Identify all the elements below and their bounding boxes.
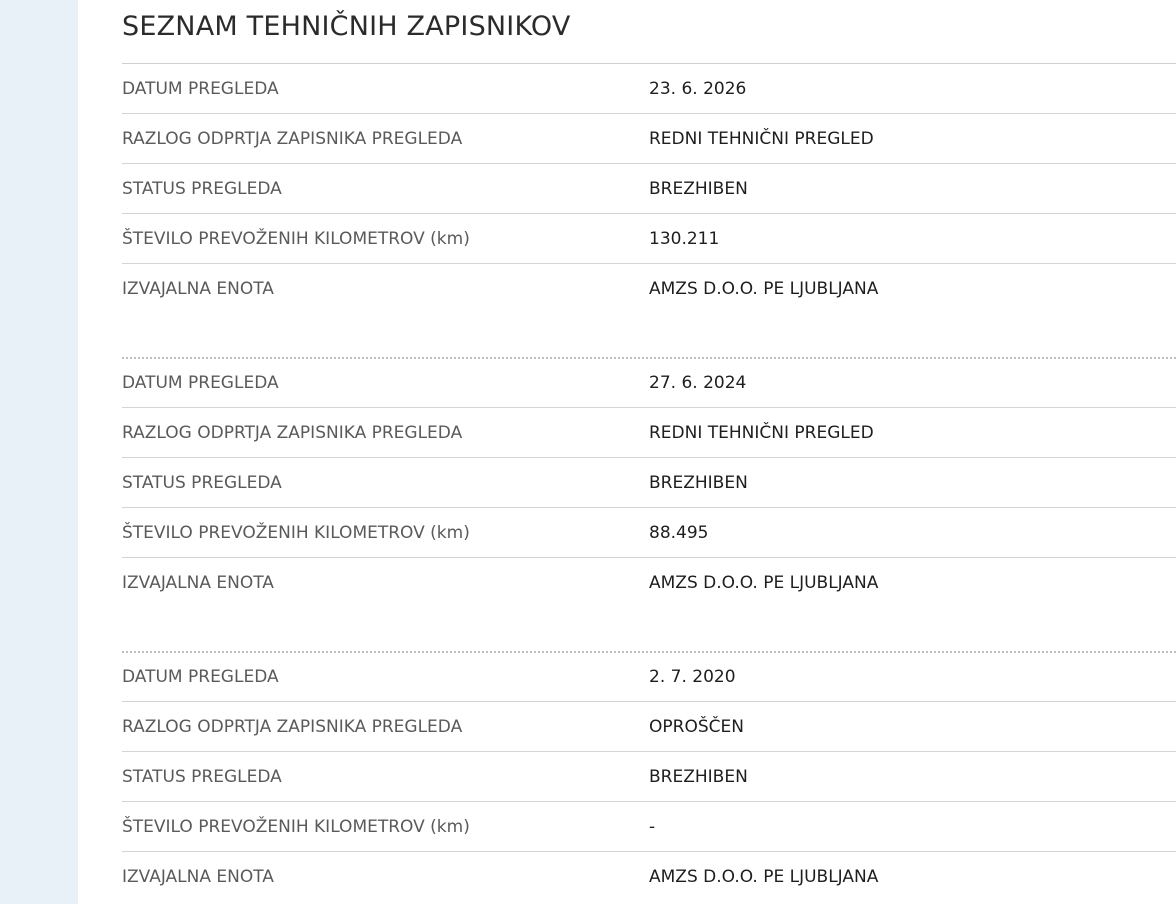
- record-row-unit: [122, 263, 1176, 313]
- inspection-unit-value: AMZS D.O.O. PE LJUBLJANA: [649, 278, 879, 299]
- record-row-km: [122, 507, 1176, 557]
- record-row-date: [122, 63, 1176, 113]
- record-card: [122, 357, 1176, 607]
- record-row-km: [122, 801, 1176, 851]
- inspection-status-value: BREZHIBEN: [649, 766, 748, 787]
- row-label: DATUM PREGLEDA: [122, 667, 279, 687]
- technical-records-panel: [122, 0, 1176, 901]
- row-label: IZVAJALNA ENOTA: [122, 572, 274, 593]
- record-row-status: [122, 163, 1176, 213]
- row-label: IZVAJALNA ENOTA: [122, 278, 274, 299]
- row-label: STATUS PREGLEDA: [122, 178, 282, 199]
- inspection-unit-value: AMZS D.O.O. PE LJUBLJANA: [649, 866, 879, 887]
- record-row-reason: [122, 113, 1176, 163]
- row-label: ŠTEVILO PREVOŽENIH KILOMETROV (km): [122, 816, 470, 837]
- row-label: DATUM PREGLEDA: [122, 78, 279, 99]
- record-row-status: [122, 457, 1176, 507]
- record-row-km: [122, 213, 1176, 263]
- inspection-unit-value: AMZS D.O.O. PE LJUBLJANA: [649, 572, 879, 593]
- row-label: RAZLOG ODPRTJA ZAPISNIKA PREGLEDA: [122, 716, 463, 737]
- inspection-status-value: BREZHIBEN: [649, 472, 748, 493]
- record-row-date: [122, 357, 1176, 407]
- record-card: [122, 651, 1176, 901]
- record-row-date: [122, 651, 1176, 701]
- page-title: SEZNAM TEHNIČNIH ZAPISNIKOV: [122, 11, 571, 42]
- row-label: ŠTEVILO PREVOŽENIH KILOMETROV (km): [122, 522, 470, 543]
- record-card: [122, 63, 1176, 313]
- inspection-date-value: 2. 7. 2020: [649, 667, 736, 687]
- left-sidebar-strip: [0, 0, 78, 904]
- mileage-value: 130.211: [649, 228, 720, 249]
- row-label: DATUM PREGLEDA: [122, 373, 279, 393]
- inspection-date-value: 23. 6. 2026: [649, 78, 747, 99]
- record-row-unit: [122, 557, 1176, 607]
- inspection-date-value: 27. 6. 2024: [649, 373, 747, 393]
- mileage-value: -: [649, 816, 656, 837]
- record-row-reason: [122, 701, 1176, 751]
- inspection-reason-value: REDNI TEHNIČNI PREGLED: [649, 128, 874, 149]
- row-label: RAZLOG ODPRTJA ZAPISNIKA PREGLEDA: [122, 128, 463, 149]
- inspection-reason-value: OPROŠČEN: [649, 716, 744, 737]
- row-label: RAZLOG ODPRTJA ZAPISNIKA PREGLEDA: [122, 422, 463, 443]
- inspection-status-value: BREZHIBEN: [649, 178, 748, 199]
- record-row-unit: [122, 851, 1176, 901]
- record-row-status: [122, 751, 1176, 801]
- row-label: ŠTEVILO PREVOŽENIH KILOMETROV (km): [122, 228, 470, 249]
- mileage-value: 88.495: [649, 522, 709, 543]
- row-label: STATUS PREGLEDA: [122, 766, 282, 787]
- row-label: IZVAJALNA ENOTA: [122, 866, 274, 887]
- record-row-reason: [122, 407, 1176, 457]
- row-label: STATUS PREGLEDA: [122, 472, 282, 493]
- inspection-reason-value: REDNI TEHNIČNI PREGLED: [649, 422, 874, 443]
